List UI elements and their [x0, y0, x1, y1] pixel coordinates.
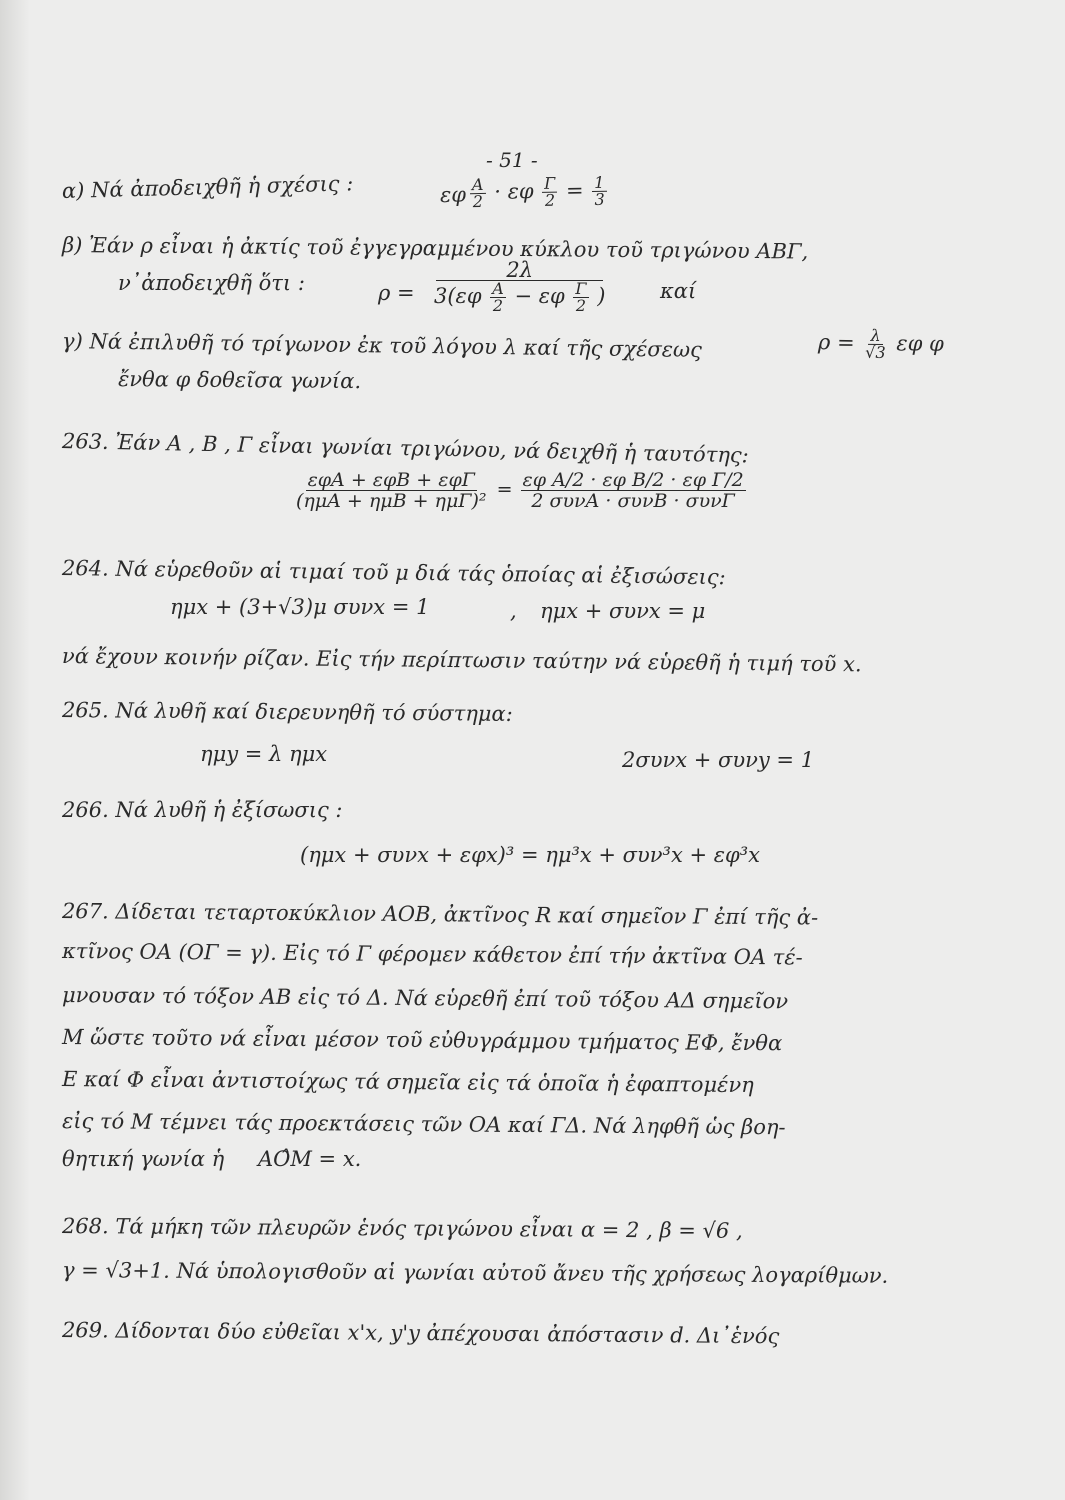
- text-line: ημx + (3+√3)μ συνx = 1: [170, 595, 430, 619]
- text-line: Ε καί Φ εἶναι ἀντιστοίχως τά σημεῖα εἰς τά ὁποῖα ἡ ἐφαπτομένη: [61, 1067, 754, 1098]
- text-line: Μ ὥστε τοῦτο νά εἶναι μέσον τοῦ εὐθυγράμμου τμήματος ΕΦ, ἔνθα: [61, 1025, 783, 1056]
- text-line: 265. Νά λυθῆ καί διερευνηθῆ τό σύστημα:: [61, 698, 513, 726]
- text-line: νά ἔχουν κοινήν ρίζαν. Εἰς τήν περίπτωσιν ταύτην νά εὑρεθῆ ἡ τιμή τοῦ x.: [61, 644, 862, 677]
- frac-a-2: [490, 281, 506, 314]
- text-line: μνουσαν τό τόξον ΑΒ εἰς τό Δ. Νά εὑρεθῆ ἐπί τοῦ τόξου ΑΔ σημεῖον: [61, 983, 789, 1014]
- equals: =: [496, 478, 513, 501]
- den: (ημΑ + ημΒ + ημΓ)²: [296, 490, 487, 512]
- gamma-formula: [818, 327, 944, 362]
- close-paren: ): [597, 284, 606, 308]
- num: λ: [870, 325, 881, 345]
- lhs-fraction: [294, 470, 489, 511]
- equation-266: (ημx + συνx + εφx)³ = ημ³x + συν³x + εφ³x: [300, 843, 760, 867]
- den: 2: [492, 296, 504, 315]
- num: εφ A/2 · εφ B/2 · εφ Γ/2: [522, 469, 744, 491]
- den: 2: [575, 296, 587, 315]
- text-line: β) Ἐάν ρ εἶναι ἡ ἀκτίς τοῦ ἐγγεγραμμένου κύκλου τοῦ τριγώνου ΑΒΓ,: [61, 233, 809, 264]
- den-minus: − εφ: [514, 284, 565, 308]
- text-line: ν᾽ἀποδειχθῆ ὅτι :: [118, 271, 305, 295]
- text-line: 263. Ἐάν Α , Β , Γ εἶναι γωνίαι τριγώνου, νά δειχθῆ ἡ ταυτότης:: [61, 429, 750, 468]
- text-line: ,: [510, 599, 517, 623]
- den-a: 3(εφ: [434, 284, 482, 308]
- num: Γ: [575, 279, 587, 298]
- text-line: 267. Δίδεται τεταρτοκύκλιον ΑΟΒ, ἀκτῖνος R καί σημεῖον Γ ἐπί τῆς ἀ-: [61, 899, 819, 930]
- text-line: εἰς τό Μ τέμνει τάς προεκτάσεις τῶν ΟΑ καί ΓΔ. Νά ληφθῆ ὡς βοη-: [61, 1109, 786, 1140]
- gamma-rhs: εφ φ: [896, 331, 944, 356]
- rho-fraction: [432, 260, 607, 314]
- gamma-lhs: ρ =: [817, 330, 855, 355]
- text-line: θητική γωνία ἡ: [62, 1147, 225, 1171]
- text-line: ρ =: [378, 281, 415, 305]
- num: εφΑ + εφΒ + εφΓ: [307, 469, 475, 491]
- rhs-fraction: [521, 470, 746, 511]
- frac-1-3: [592, 172, 607, 210]
- equals: =: [565, 178, 584, 203]
- den: 2 συνΑ · συνΒ · συνΓ: [531, 490, 735, 512]
- text-line: ημy = λ ημx: [200, 742, 328, 766]
- num: 1: [594, 172, 605, 193]
- text-line: γ) Νά ἐπιλυθῆ τό τρίγωνον ἐκ τοῦ λόγου λ καί τῆς σχέσεως: [61, 329, 703, 362]
- alpha-formula: [468, 172, 609, 212]
- frac-g-2: [542, 173, 558, 210]
- num: A: [471, 174, 484, 195]
- frac-a-2: [470, 174, 486, 212]
- den: √3: [865, 342, 886, 363]
- beta-formula: [430, 260, 609, 314]
- den: [432, 281, 607, 314]
- num: A: [492, 279, 504, 298]
- num: 2λ: [436, 260, 603, 281]
- text-line: α) Νά ἀποδειχθῆ ἡ σχέσις :: [61, 171, 354, 203]
- text-line: 2συνx + συνy = 1: [622, 748, 815, 772]
- frac-g-2: [573, 281, 588, 314]
- den: 2: [544, 190, 556, 210]
- text-line: ημx + συνx = μ: [540, 599, 706, 623]
- num: Γ: [543, 173, 556, 193]
- alpha-mid: · εφ: [494, 179, 534, 204]
- text-line: κτῖνος ΟΑ (ΟΓ = γ). Εἰς τό Γ φέρομεν κάθετον ἐπί τήν ἀκτῖνα ΟΑ τέ-: [61, 939, 803, 970]
- den: 2: [472, 191, 484, 212]
- text-line: ΑΟ̂Μ = x.: [258, 1147, 362, 1171]
- text-line: εφ: [439, 182, 467, 207]
- text-line: γ = √3+1. Νά ὑπολογισθοῦν αἱ γωνίαι αὐτοῦ ἄνευ τῆς χρήσεως λογαρίθμων.: [61, 1258, 889, 1288]
- frac-l-sqrt3: [863, 325, 888, 363]
- text-line: 268. Τά μήκη τῶν πλευρῶν ἑνός τριγώνου εἶναι α = 2 , β = √6 ,: [61, 1214, 743, 1243]
- text-line: 269. Δίδονται δύο εὐθεῖαι x'x, y'y ἀπέχουσαι ἀπόστασιν d. Δι᾽ἑνός: [61, 1318, 780, 1349]
- text-line: 264. Νά εὑρεθοῦν αἱ τιμαί τοῦ μ διά τάς ὁποίας αἱ ἐξισώσεις:: [61, 556, 726, 590]
- den: 3: [594, 189, 605, 210]
- page-number: - 51 -: [486, 148, 538, 172]
- text-line: καί: [660, 279, 697, 303]
- text-line: 266. Νά λυθῆ ἡ ἐξίσωσις :: [62, 798, 343, 822]
- text-line: ἔνθα φ δοθεῖσα γωνία.: [117, 367, 362, 394]
- identity-263: [292, 470, 748, 511]
